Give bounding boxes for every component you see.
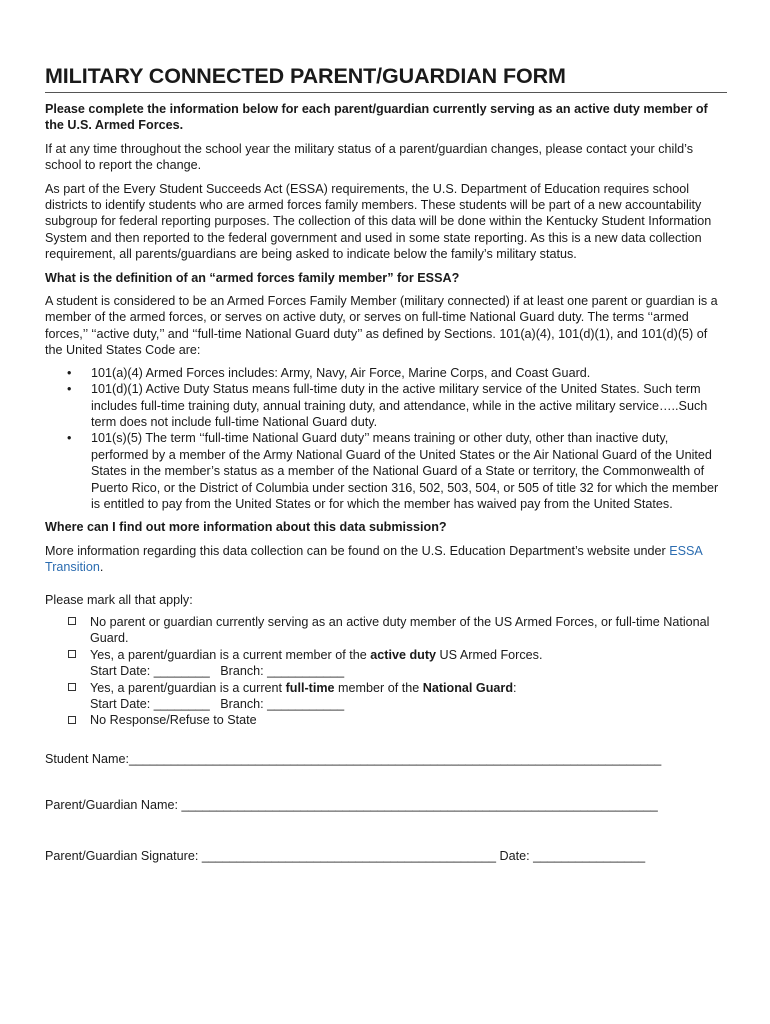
option-label: US Armed Forces. (436, 647, 543, 662)
parent-guardian-name-field[interactable]: Parent/Guardian Name: ____________________________________________________________________ (45, 798, 658, 813)
bullet-icon: • (67, 431, 72, 446)
more-info-period: . (99, 560, 104, 575)
option-label: No parent or guardian currently serving as an active duty member of the US Armed Forces, or full-time National Guard. (90, 614, 710, 646)
definition-active-duty: 101(d)(1) Active Duty Status means full-time duty in the active military service of the United States. Such term includes full-time training duty, annual training duty, and attendance, while in the active military service…..Such term does not include full-time National Guard duty. (91, 382, 708, 429)
option-label-emphasis: active duty (370, 647, 437, 662)
more-info-paragraph (45, 543, 727, 576)
option-label-emphasis: National Guard (422, 680, 514, 695)
definition-question: What is the definition of an “armed forces family member” for ESSA? (45, 270, 460, 285)
intro-instructions: Please complete the information below for each parent/guardian currently serving as an active duty member of the U.S. Armed Forces. (45, 102, 708, 133)
active-duty-start-branch-fields[interactable]: Start Date: ________ Branch: ___________ (90, 664, 345, 679)
checkbox[interactable] (68, 683, 76, 691)
option-national-guard[interactable] (45, 680, 727, 696)
form-title: MILITARY CONNECTED PARENT/GUARDIAN FORM (45, 62, 727, 93)
military-status-options (45, 614, 727, 729)
form-page (45, 62, 727, 864)
status-change-paragraph: If at any time throughout the school year the military status of a parent/guardian changes, please contact your child’s school to report the change. (45, 141, 694, 173)
list-item (45, 430, 727, 512)
essa-paragraph: As part of the Every Student Succeeds Act (ESSA) requirements, the U.S. Department of Education requires school districts to identify students who are armed forces family members. These students will be part of a new accountability subgroup for federal reporting purposes. The collection of this data will be done within the Kentucky Student Information System and then reported to the federal government and used in some state reporting. As this is a new data collection requirement, all parents/guardians are being asked to indicate below the family’s military status. (45, 181, 712, 262)
option-label: : (513, 680, 517, 695)
option-label: Yes, a parent/guardian is a current (90, 680, 286, 695)
more-info-text: More information regarding this data collection can be found on the U.S. Education Department’s website under (45, 543, 670, 558)
more-info-question: Where can I find out more information about this data submission? (45, 520, 447, 535)
bullet-icon: • (67, 382, 72, 397)
option-label: Yes, a parent/guardian is a current member of the (90, 647, 371, 662)
option-no-parent-serving[interactable] (45, 614, 727, 647)
definition-paragraph: A student is considered to be an Armed Forces Family Member (military connected) if at least one parent or guardian is a member of the armed forces, or serves on active duty, or serves on full-time National Guard duty. The terms ‘‘armed forces,’’ ‘‘active duty,’’ and ‘‘full-time National Guard duty’’ as defined by Sections. 101(a)(4), 101(d)(1), and 101(d)(5) of the United States Code are: (45, 294, 718, 358)
checkbox[interactable] (68, 650, 76, 658)
signature-date-field[interactable]: Parent/Guardian Signature: __________________________________________ Date: ________________ (45, 848, 646, 863)
national-guard-start-branch-fields[interactable]: Start Date: ________ Branch: ___________ (90, 697, 345, 711)
checkbox[interactable] (68, 716, 76, 724)
student-name-field[interactable]: Student Name:____________________________________________________________________________ (45, 751, 662, 766)
option-label: No Response/Refuse to State (90, 713, 257, 728)
bullet-icon: • (67, 365, 72, 380)
list-item (45, 365, 727, 381)
mark-all-instruction: Please mark all that apply: (45, 592, 193, 607)
checkbox[interactable] (68, 617, 76, 625)
definition-national-guard: 101(s)(5) The term ‘‘full-time National Guard duty’’ means training or other duty, other than inactive duty, performed by a member of the Army National Guard of the United States or the Air National Guard of the United States in the member’s status as a member of the National Guard of a State or territory, the Commonwealth of Puerto Rico, or the District of Columbia under section 316, 502, 503, 504, or 505 of title 32 for which the member is entitled to pay from the United States or for which the member has waived pay from the United States. (91, 431, 719, 511)
option-active-duty[interactable] (45, 647, 727, 663)
essa-transition-link[interactable]: ESSA Transition (45, 543, 703, 575)
list-item (45, 381, 727, 430)
definition-armed-forces: 101(a)(4) Armed Forces includes: Army, Navy, Air Force, Marine Corps, and Coast Guard. (91, 365, 591, 380)
option-label: member of the (334, 680, 423, 695)
code-definitions-list (45, 365, 727, 513)
option-label-emphasis: full-time (285, 680, 335, 695)
option-no-response[interactable] (45, 712, 727, 728)
